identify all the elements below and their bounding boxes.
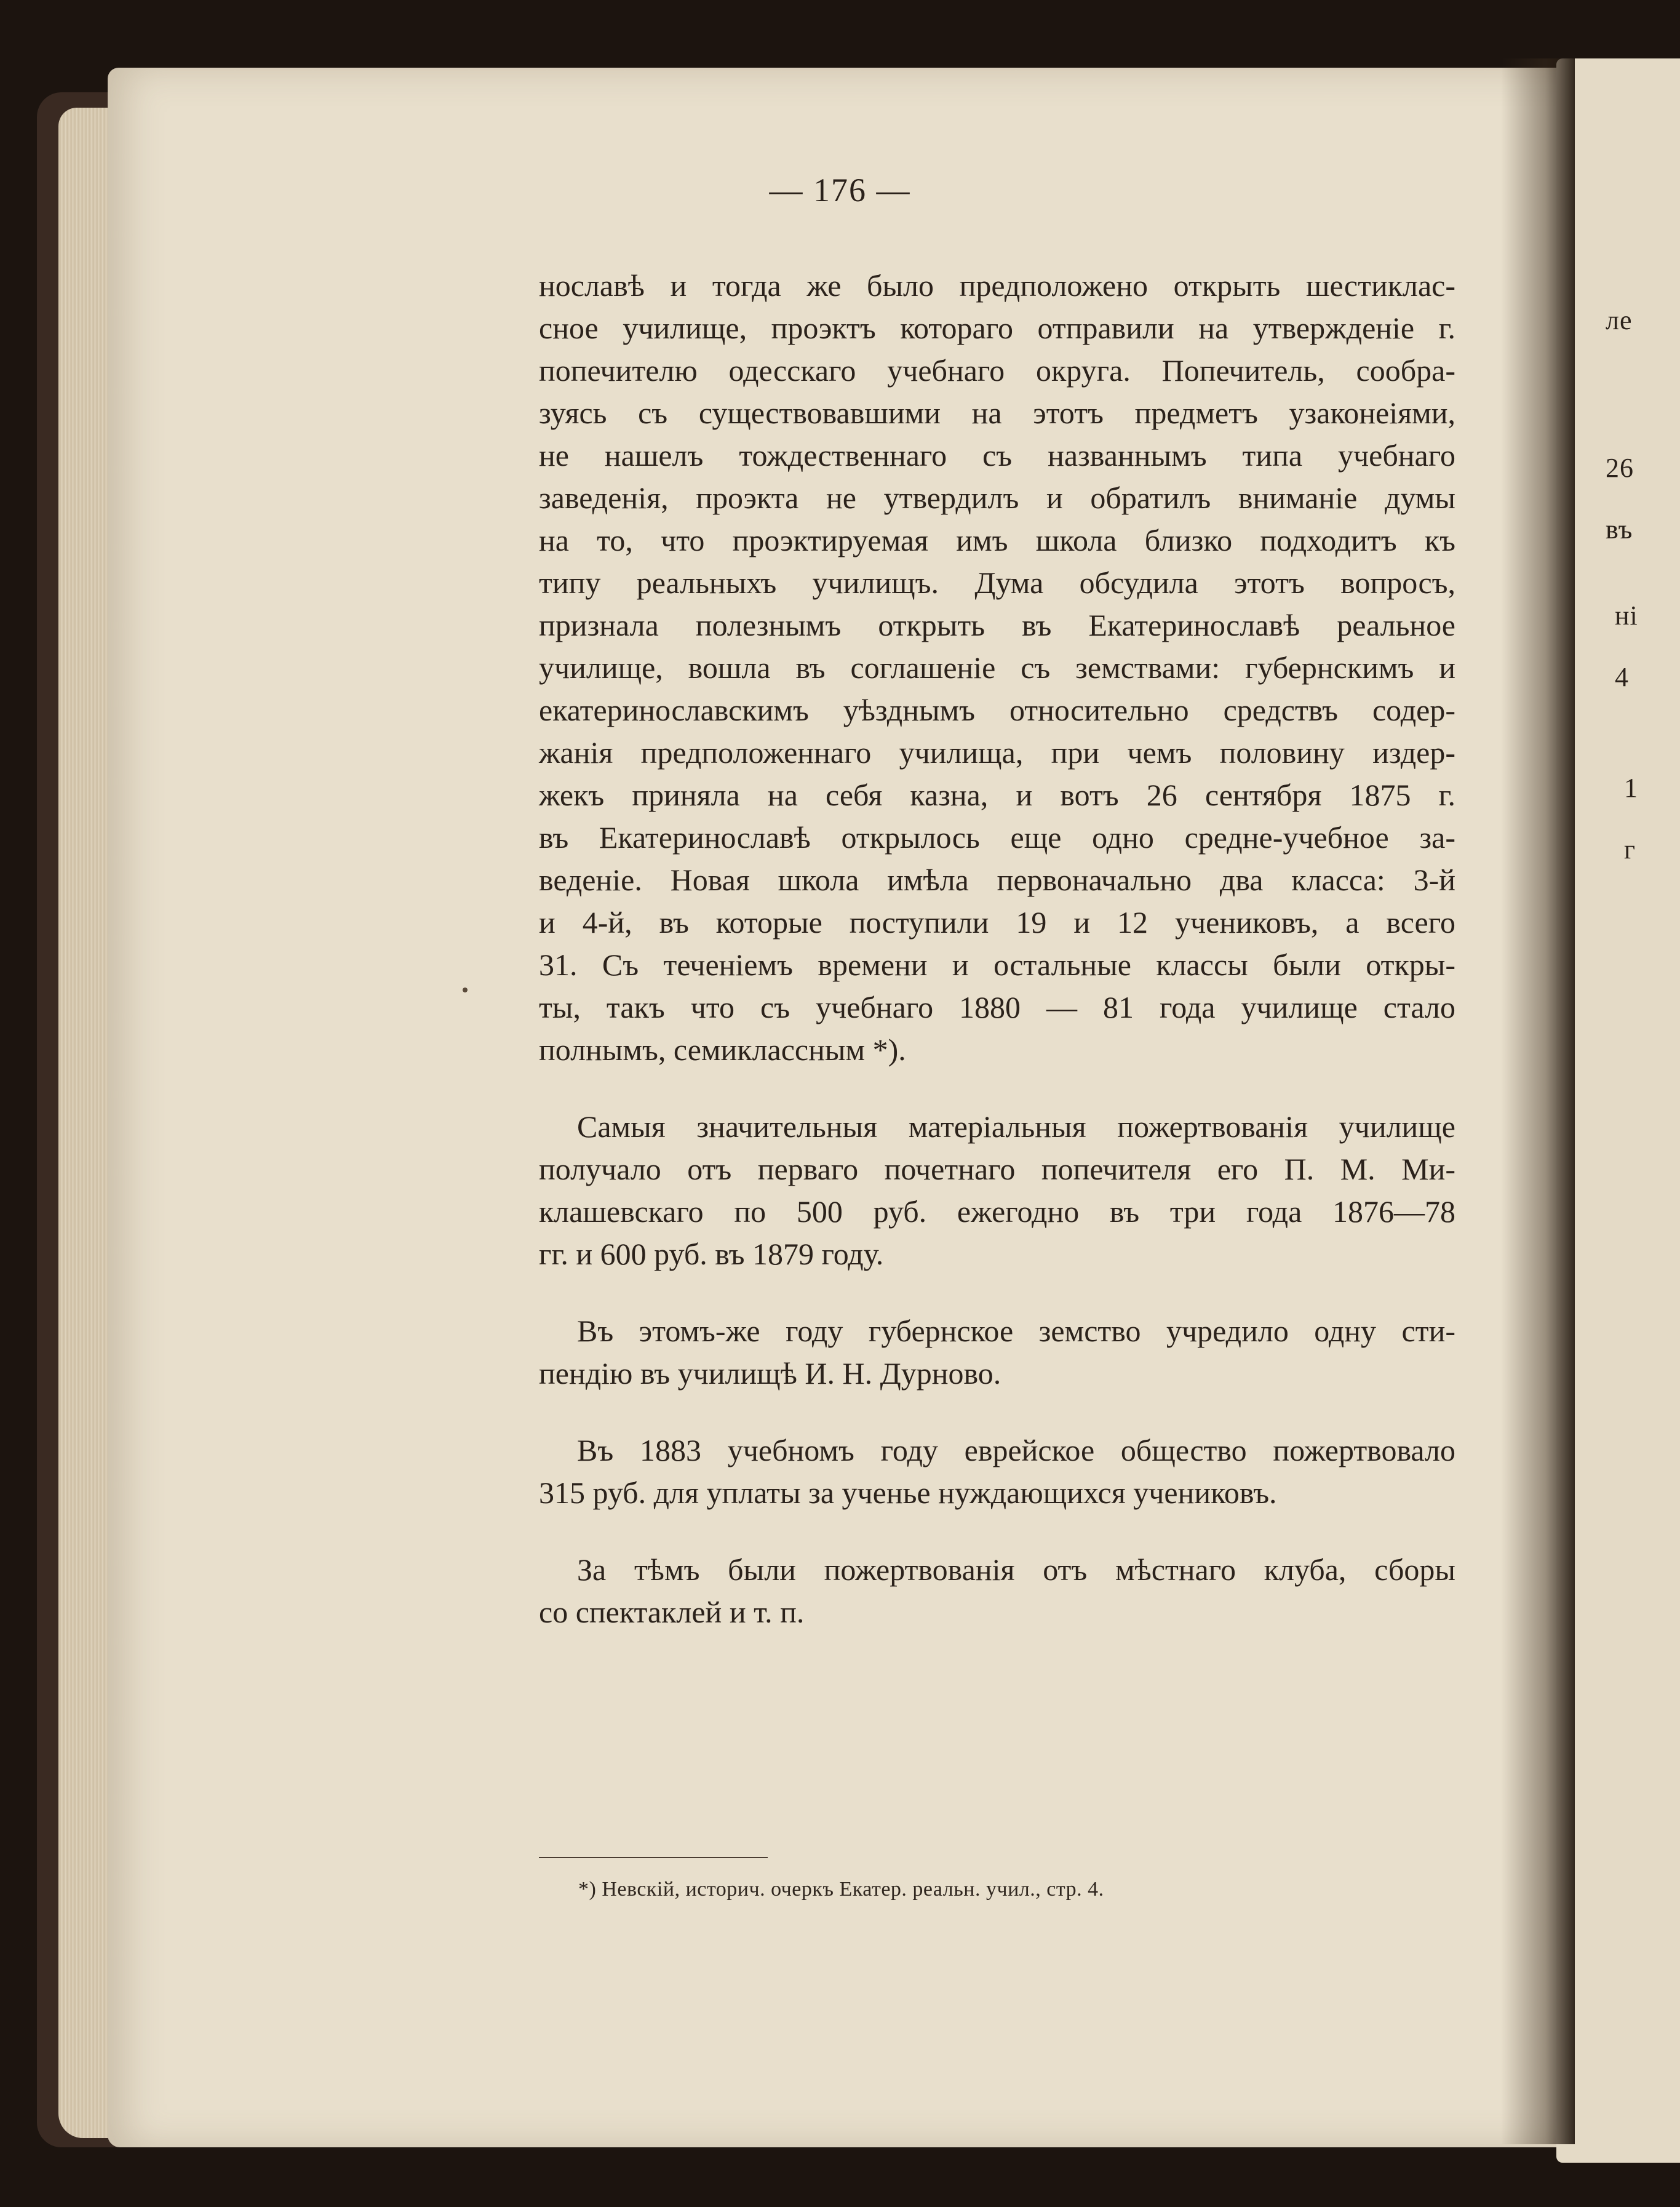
facing-page-fragment: 4 [1615,662,1629,692]
text-line: жанія предположеннаго училища, при чемъ половину издер- [539,735,1455,770]
text-line: зуясь съ существовавшими на этотъ предметъ узаконеіями, [539,396,1455,430]
text-line: въ Екатеринославѣ открылось еще одно средне-учебное за- [539,820,1455,855]
text-line: екатеринославскимъ уѣзднымъ относительно средствъ содер- [539,693,1455,727]
text-line: За тѣмъ были пожертвованія отъ мѣстнаго клуба, сборы [577,1552,1455,1587]
gutter-shadow [1501,58,1575,2144]
facing-page-fragment: ле [1606,305,1633,335]
text-line: веденіе. Новая школа имѣла первоначально два класса: 3-й [539,863,1455,897]
facing-page-fragment: г [1624,834,1636,864]
text-line: ты, такъ что съ учебнаго 1880 — 81 года училище стало [539,990,1455,1024]
text-line: пендію въ училищѣ И. Н. Дурново. [539,1356,1001,1391]
text-line: жекъ приняла на себя казна, и вотъ 26 сентября 1875 г. [539,778,1455,812]
footnote: *) Невскій, историч. очеркъ Екатер. реальн. учил., стр. 4. [578,1878,1104,1901]
facing-page-fragment: 26 [1606,453,1634,483]
text-line: типу реальныхъ училищъ. Дума обсудила этотъ вопросъ, [539,565,1455,600]
paragraph [539,1549,1455,1634]
page-number: — 176 — [769,172,911,209]
facing-page-fragment: ні [1615,601,1638,631]
facing-page [1556,58,1680,2163]
text-line: училище, вошла въ соглашеніе съ земствами: губернскимъ и [539,650,1455,685]
text-line: и 4-й, въ которые поступили 19 и 12 учениковъ, а всего [539,905,1455,940]
text-line: сное училище, проэктъ котораго отправили на утвержденіе г. [539,311,1455,345]
text-line: ноcлавѣ и тогда же было предположено открыть шестиклас- [539,268,1455,303]
facing-page-fragment: въ [1606,514,1633,545]
text-line: не нашелъ тождественнаго съ названнымъ типа учебнаго [539,438,1455,473]
text-line: на то, что проэктируемая имъ школа близко подходитъ къ [539,523,1455,557]
text-line: попечителю одесскаго учебнаго округа. Попечитель, сообра- [539,353,1455,388]
paragraph [539,1429,1455,1514]
paragraph [539,265,1455,1071]
text-line: заведенія, проэкта не утвердилъ и обратилъ вниманіе думы [539,481,1455,515]
text-line: Въ 1883 учебномъ году еврейское общество пожертвовало [577,1433,1455,1467]
text-line: Самыя значительныя матеріальныя пожертвованія училище [577,1109,1455,1144]
body-text [539,265,1455,1634]
text-line: 31. Съ теченіемъ времени и остальные классы были откры- [539,948,1455,982]
text-line: получало отъ перваго почетнаго попечителя его П. М. Ми- [539,1152,1455,1186]
footnote-divider [539,1857,768,1858]
page-speck [463,988,468,992]
text-line: 315 руб. для уплаты за ученье нуждающихся учениковъ. [539,1475,1277,1510]
facing-page-fragment: 1 [1624,773,1638,803]
text-line: клашевскаго по 500 руб. ежегодно въ три года 1876—78 [539,1194,1455,1229]
text-line: признала полезнымъ открыть въ Екатеринославѣ реальное [539,608,1455,642]
paragraph [539,1310,1455,1395]
text-line: со спектаклей и т. п. [539,1595,805,1629]
text-line: гг. и 600 руб. въ 1879 году. [539,1237,884,1271]
text-line: Въ этомъ-же году губернское земство учредило одну сти- [577,1314,1455,1348]
paragraph [539,1106,1455,1275]
text-line: полнымъ, семиклассным *). [539,1032,906,1067]
